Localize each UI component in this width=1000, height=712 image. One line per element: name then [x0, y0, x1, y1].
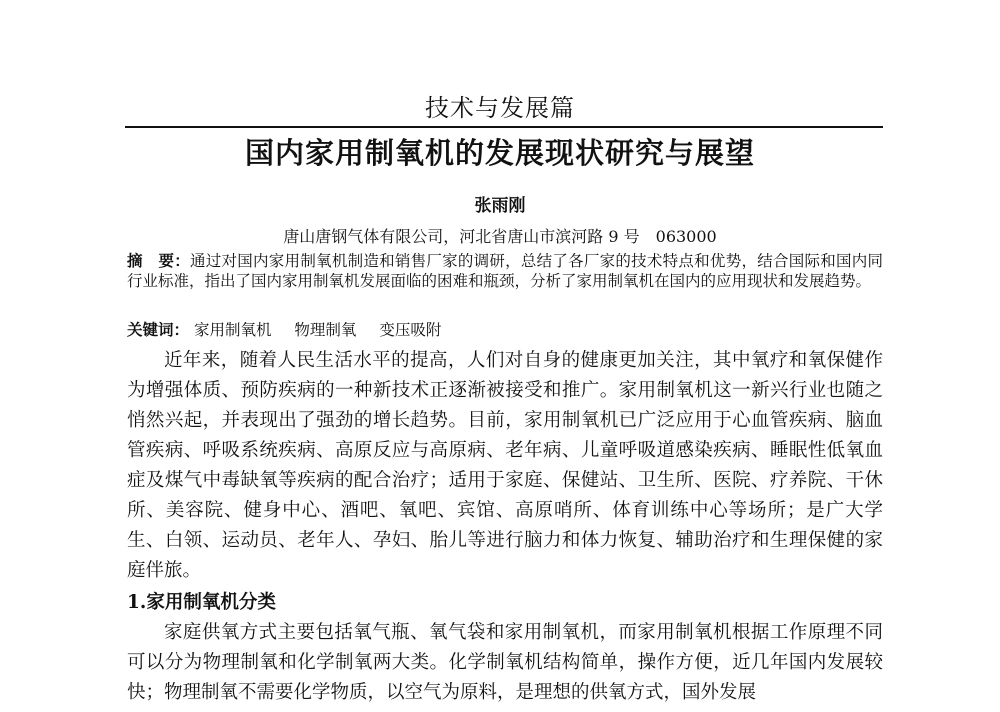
body-text-continued — [127, 618, 883, 708]
section-heading: 1.家用制氧机分类 — [127, 592, 276, 613]
keyword-item: 变压吸附 — [379, 321, 442, 339]
abstract-label: 摘 要： — [127, 251, 191, 270]
paper-title: 国内家用制氧机的发展现状研究与展望 — [244, 136, 755, 170]
header-rule — [125, 126, 883, 128]
section-header: 技术与发展篇 — [425, 94, 575, 122]
body-text — [127, 346, 883, 586]
abstract-text: 通过对国内家用制氧机制造和销售厂家的调研，总结了各厂家的技术特点和优势，结合国际和国内同行业标准，指出了国内家用制氧机发展面临的困难和瓶颈，分析了家用制氧机在国内的应用现状和发展趋势。 — [127, 252, 883, 290]
author-affiliation: 唐山唐钢气体有限公司，河北省唐山市滨河路 9 号 063000 — [283, 227, 717, 246]
keywords-label: 关键词： — [127, 320, 190, 339]
abstract — [127, 251, 883, 291]
keyword-item: 物理制氧 — [294, 321, 357, 339]
keywords — [127, 320, 883, 340]
paragraph-intro: 近年来，随着人民生活水平的提高，人们对自身的健康更加关注，其中氧疗和氧保健作为增强体质、预防疾病的一种新技术正逐渐被接受和推广。家用制氧机这一新兴行业也随之悄然兴起，并表现出了强劲的增长趋势。目前，家用制氧机已广泛应用于心血管疾病、脑血管疾病、呼吸系统疾病、高原反应与高原病、老年病、儿童呼吸道感染疾病、睡眠性低氧血症及煤气中毒缺氧等疾病的配合治疗；适用于家庭、保健站、卫生所、医院、疗养院、干休所、美容院、健身中心、酒吧、氧吧、宾馆、高原哨所、体育训练中心等场所；是广大学生、白领、运动员、老年人、孕妇、胎儿等进行脑力和体力恢复、辅助治疗和生理保健的家庭伴旅。 — [127, 350, 883, 581]
paragraph-classification: 家庭供氧方式主要包括氧气瓶、氧气袋和家用制氧机，而家用制氧机根据工作原理不同可以分为物理制氧和化学制氧两大类。化学制氧机结构简单，操作方便，近几年国内发展较快；物理制氧不需要化学物质，以空气为原料，是理想的供氧方式，国外发展 — [127, 622, 883, 703]
keyword-item: 家用制氧机 — [193, 321, 272, 339]
author-name: 张雨刚 — [474, 196, 526, 216]
